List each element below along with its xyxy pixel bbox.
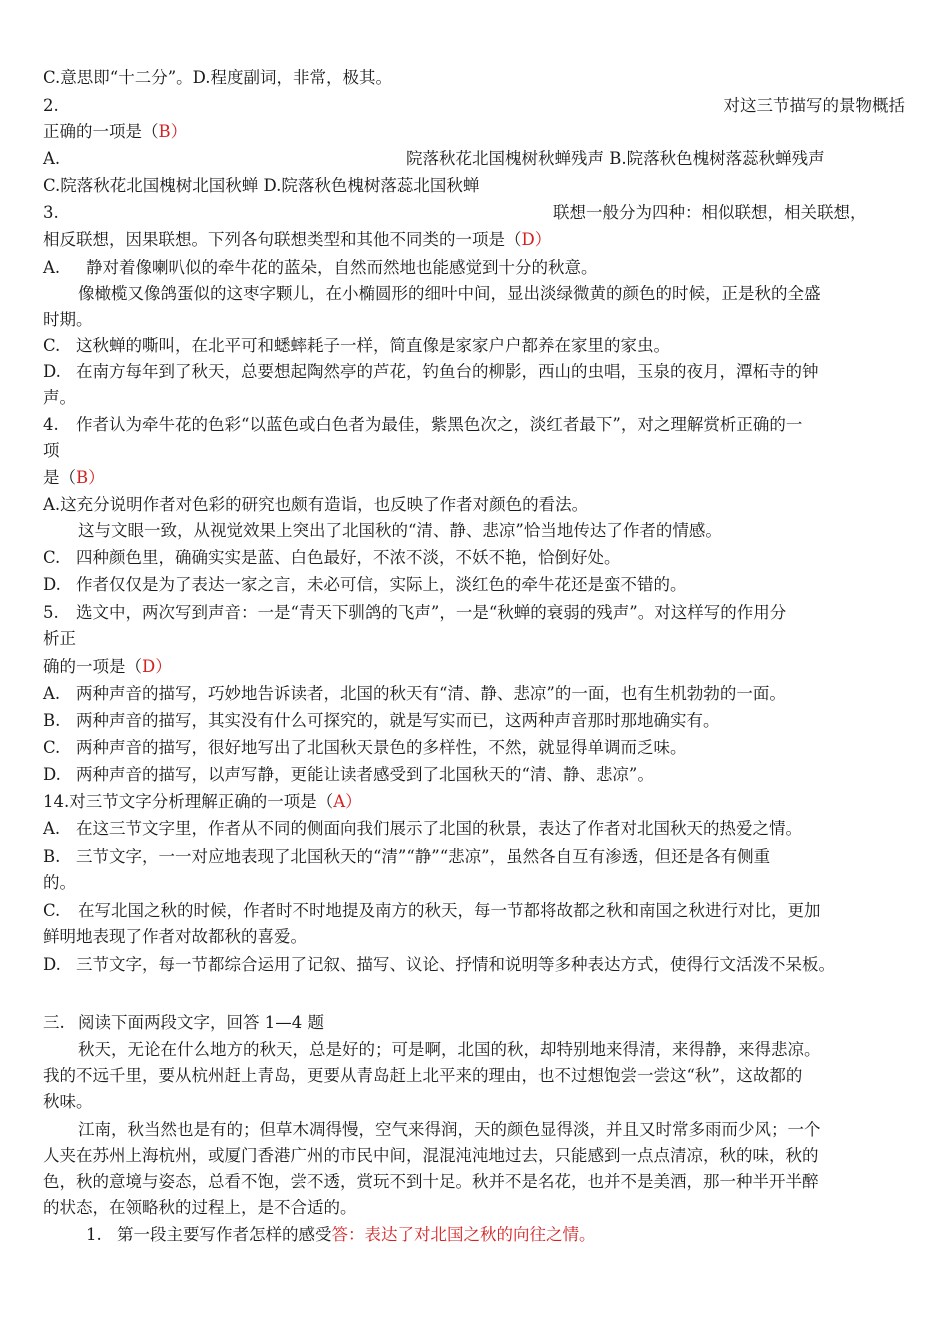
passage-text: 江南，秋当然也是有的；但草木凋得慢，空气来得润，天的颜色显得淡，并且又时常多雨而少风；一个 — [78, 1120, 821, 1139]
answer-bracket: ） — [345, 792, 362, 811]
option-text: 像橄榄又像鸽蛋似的这枣字颗儿，在小椭圆形的细叶中间，显出淡绿微黄的颜色的时候，正是秋的全盛 — [78, 284, 821, 303]
answer-bracket: ） — [88, 468, 105, 487]
question-number: 2. — [43, 96, 59, 115]
option-text: A.这充分说明作者对色彩的研究也颇有造诣，也反映了作者对颜色的看法。 — [43, 495, 589, 514]
passage-text: 人夹在苏州上海杭州，或厦门香港广州的市民中间，混混沌沌地过去，只能感到一点点清凉，秋的味，秋的 — [43, 1146, 819, 1165]
option-text: 在南方每年到了秋天，总要想起陶然亭的芦花，钓鱼台的柳影，西山的虫唱，玉泉的夜月，潭柘寺的钟 — [76, 362, 819, 381]
option-text: 鲜明地表现了作者对故都秋的喜爱。 — [43, 927, 307, 946]
answer-letter: D — [521, 230, 535, 249]
option-label: A. — [43, 684, 61, 703]
question-text: 是（ — [43, 468, 76, 487]
question-text: 选文中，两次写到声音：一是“青天下驯鸽的飞声”，一是“秋蝉的衰弱的残声”。对这样写的作用分 — [76, 603, 787, 622]
option-text: 两种声音的描写，其实没有什么可探究的，就是写实而已，这两种声音那时那地确实有。 — [76, 711, 720, 730]
option-label: D. — [43, 575, 61, 594]
option-label: D. — [43, 362, 61, 381]
option-label: C. — [43, 738, 61, 757]
question-text: 正确的一项是（ — [43, 122, 159, 141]
option-text: 在这三节文字里，作者从不同的侧面向我们展示了北国的秋景，表达了作者对北国秋天的热爱之情。 — [76, 819, 802, 838]
option-text: 静对着像喇叭似的牵牛花的蓝朵，自然而然地也能感觉到十分的秋意。 — [86, 258, 598, 277]
option-text: 两种声音的描写，很好地写出了北国秋天景色的多样性，不然，就显得单调而乏味。 — [76, 738, 687, 757]
answer-letter: A — [333, 792, 346, 811]
question-number: 5. — [43, 603, 59, 622]
answer-bracket: ） — [155, 657, 172, 676]
question-text: 析正 — [43, 629, 76, 648]
question-text: 作者认为牵牛花的色彩“以蓝色或白色者为最佳，紫黑色次之，淡红者最下”，对之理解赏析正确的一 — [76, 415, 803, 434]
option-label: C. — [43, 548, 61, 567]
option-text: 时期。 — [43, 310, 93, 329]
option-text: 三节文字，每一节都综合运用了记叙、描写、议论、抒情和说明等多种表达方式，使得行文活泼不呆板。 — [76, 955, 835, 974]
text-line: C.意思即“十二分”。D.程度副词，非常，极其。 — [43, 68, 393, 87]
question-number: 1. — [86, 1225, 102, 1244]
option-text: 的。 — [43, 873, 76, 892]
option-label: A. — [43, 149, 61, 168]
answer-bracket: ） — [170, 122, 188, 141]
section-heading: 阅读下面两段文字，回答 1—4 题 — [78, 1013, 324, 1032]
answer-letter: B — [158, 122, 171, 141]
question-text: 第一段主要写作者怎样的感受 — [117, 1225, 332, 1244]
question-text — [43, 121, 187, 143]
option-text: 院落秋花北国槐树秋蝉残声 B.院落秋色槐树落蕊秋蝉残声 — [406, 149, 825, 168]
option-text: 作者仅仅是为了表达一家之言，未必可信，实际上，淡红色的牵牛花还是蛮不错的。 — [76, 575, 687, 594]
question-text: 相反联想，因果联想。下列各句联想类型和其他不同类的一项是（ — [43, 230, 522, 249]
answer-letter: B — [76, 468, 89, 487]
passage-text: 秋味。 — [43, 1092, 93, 1111]
option-text: 这与文眼一致，从视觉效果上突出了北国秋的“清、静、悲凉”恰当地传达了作者的情感。 — [78, 521, 722, 540]
option-text: C.院落秋花北国槐树北国秋蝉 D.院落秋色槐树落蕊北国秋蝉 — [43, 176, 480, 195]
option-label: C. — [43, 901, 61, 920]
option-text: 三节文字，一一对应地表现了北国秋天的“清”“静”“悲凉”，虽然各自互有渗透，但还是各有侧重 — [76, 847, 771, 866]
question-text: 14.对三节文字分析理解正确的一项是（ — [43, 792, 334, 811]
question-text: 项 — [43, 441, 60, 460]
option-label: A. — [43, 819, 61, 838]
option-text: 四种颜色里，确确实实是蓝、白色最好，不浓不淡，不妖不艳，恰倒好处。 — [76, 548, 621, 567]
passage-text: 色，秋的意境与姿态，总看不饱，尝不透，赏玩不到十足。秋并不是名花，也并不是美酒，那一种半开半醉 — [43, 1172, 819, 1191]
question-text: 对这三节描写的景物概括 — [723, 96, 905, 115]
option-label: C. — [43, 336, 61, 355]
option-text: 这秋蝉的嘶叫，在北平可和蟋蟀耗子一样，简直像是家家户户都养在家里的家虫。 — [76, 336, 670, 355]
option-text: 两种声音的描写，以声写静，更能让读者感受到了北国秋天的“清、静、悲凉”。 — [76, 765, 654, 784]
question-text: 联想一般分为四种：相似联想，相关联想， — [553, 203, 867, 222]
answer-text: 答：表达了对北国之秋的向往之情。 — [331, 1225, 596, 1244]
option-label: B. — [43, 847, 61, 866]
passage-text: 秋天，无论在什么地方的秋天，总是好的；可是啊，北国的秋，却特别地来得清，来得静，来得悲凉。 — [78, 1040, 821, 1059]
option-text: 在写北国之秋的时候，作者时不时地提及南方的秋天，每一节都将故都之秋和南国之秋进行对比，更加 — [78, 901, 821, 920]
option-label: D. — [43, 955, 61, 974]
option-text: 声。 — [43, 388, 76, 407]
question-text: 确的一项是（ — [43, 657, 142, 676]
option-label: B. — [43, 711, 61, 730]
question-number: 3. — [43, 203, 59, 222]
option-text: 两种声音的描写，巧妙地告诉读者，北国的秋天有“清、静、悲凉”的一面，也有生机勃勃的一面。 — [76, 684, 786, 703]
answer-bracket: ） — [534, 230, 552, 249]
question-text — [43, 229, 551, 251]
option-label: D. — [43, 765, 61, 784]
question-number: 4. — [43, 415, 59, 434]
option-label: A. — [43, 258, 61, 277]
passage-text: 我的不远千里，要从杭州赶上青岛，更要从青岛赶上北平来的理由，也不过想饱尝一尝这“秋”，这故都的 — [43, 1066, 803, 1085]
section-number: 三. — [43, 1013, 65, 1032]
passage-text: 的状态，在领略秋的过程上，是不合适的。 — [43, 1198, 357, 1217]
answer-letter: D — [142, 657, 156, 676]
